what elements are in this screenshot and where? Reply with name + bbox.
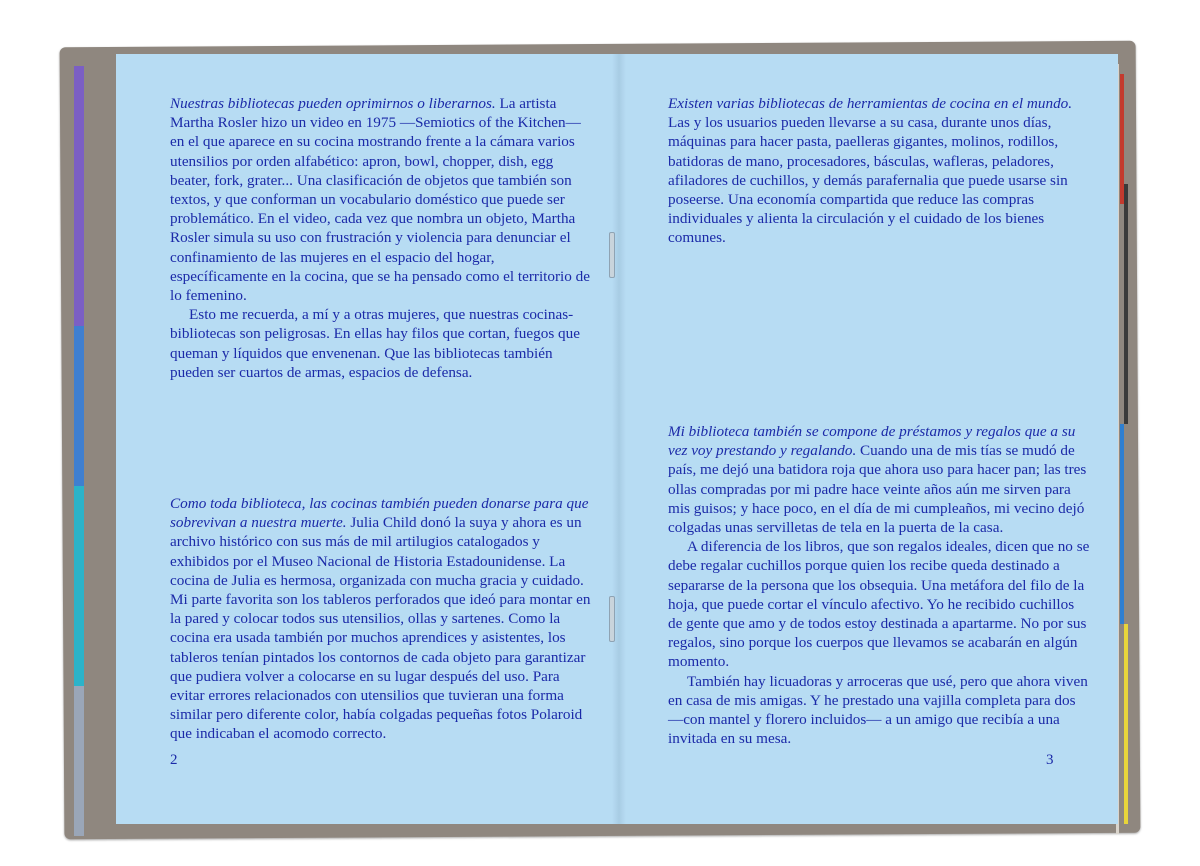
left-paragraph-3 [170, 494, 592, 744]
left-text-block-top [170, 94, 592, 382]
right-paragraph-4: También hay licuadoras y arroceras que usé, pero que ahora viven en casa de mis amigas. Y he prestado una vajilla completa para dos —con mantel y florero incluidos— a un amigo que recibía a una invitada en su mesa. [668, 672, 1088, 748]
page-edges-left [74, 66, 88, 836]
staple-top [609, 232, 615, 278]
right-paragraph-1 [668, 94, 1090, 248]
page-number-left: 2 [170, 752, 178, 768]
right-text-block-bottom [668, 422, 1090, 748]
staple-bottom [609, 596, 615, 642]
left-page [116, 54, 618, 824]
right-text-block-top [668, 94, 1090, 248]
italic-lead: Nuestras bibliotecas pueden oprimirnos o liberarnos. [170, 95, 496, 112]
paragraph-body: Cuando una de mis tías se mudó de país, me dejó una batidora roja que ahora uso para hacer pan; las tres ollas compradas por mi padre hace veinte años aún me sirven para mis guisos; y hace poco, en el día de mi cumpleaños, mi vecino dejó colgadas unas servilletas de tela en la puerta de la casa. [668, 442, 1087, 537]
paragraph-body: Las y los usuarios pueden llevarse a su casa, durante unos días, máquinas para hacer pasta, paelleras gigantes, molinos, rodillos, batidoras de mano, procesadores, básculas, wafleras, peladores, afiladores de cuchillos, y demás parafernalia que puede usarse sin poseerse. Una economía compartida que reduce las compras individuales y alienta la circulación y el cuidado de los bienes comunes. [668, 114, 1068, 247]
paragraph-body: La artista Martha Rosler hizo un video en 1975 —Semiotics of the Kitchen— en el que aparece en su cocina mostrando frente a la cámara varios utensilios por orden alfabético: apron, bowl, chopper, dish, egg beater, fork, grater... Una clasificación de objetos que también son textos, y que conforman un vocabulario doméstico que puede ser problemático. En el video, cada vez que nombra un objeto, Martha Rosler simula su uso con frustración y violencia para denunciar el confinamiento de las mujeres en el espacio del hogar, específicamente en la cocina, que se ha pensado como el territorio de lo femenino. [170, 95, 590, 305]
italic-lead: Mi biblioteca también se compone de préstamos y regalos que a su vez voy prestando y regalando. [668, 423, 1076, 460]
left-paragraph-1 [170, 94, 592, 305]
page-number-right: 3 [1046, 752, 1054, 768]
right-page [618, 54, 1118, 824]
italic-lead: Como toda biblioteca, las cocinas también pueden donarse para que sobrevivan a nuestra muerte. [170, 495, 589, 532]
right-paragraph-3: A diferencia de los libros, que son regalos ideales, dicen que no se debe regalar cuchillos porque quien los recibe queda destinado a separarse de la persona que los obsequia. Una metáfora del filo de la hoja, que puede cortar el vínculo afectivo. Yo he recibido cuchillos de gente que amo y de todos estoy destinada a apartarme. No por sus regalos, sino porque los cuerpos que llevamos se acabarán en algún momento. [668, 538, 1090, 671]
left-paragraph-2: Esto me recuerda, a mí y a otras mujeres, que nuestras cocinas-bibliotecas son peligrosas. En ellas hay filos que cortan, fuegos que queman y líquidos que envenenan. Que las bibliotecas también pueden ser cuartos de armas, espacios de defensa. [170, 306, 580, 381]
left-text-block-bottom [170, 494, 592, 744]
right-paragraph-2 [668, 422, 1090, 537]
paragraph-body: Julia Child donó la suya y ahora es un archivo histórico con sus más de mil artilugios catalogados y exhibidos por el Museo Nacional de Historia Estadounidense. La cocina de Julia es hermosa, organizada con mucha gracia y cuidado. Mi parte favorita son los tableros perforados que ideó para montar en la pared y colocar todos sus utensilios, ollas y sartenes. Como la cocina era usada también por muchos aprendices y asistentes, los tableros tenían pintados los contornos de cada objeto para garantizar que pudiera volver a colocarse en su lugar después del uso. Para evitar errores relacionados con utensilios que tuvieran una forma similar pero diferente color, había colgadas pequeñas fotos Polaroid que indicaban el acomodo correcto. [170, 514, 591, 743]
italic-lead: Existen varias bibliotecas de herramientas de cocina en el mundo. [668, 95, 1073, 112]
book-gutter [612, 54, 626, 824]
